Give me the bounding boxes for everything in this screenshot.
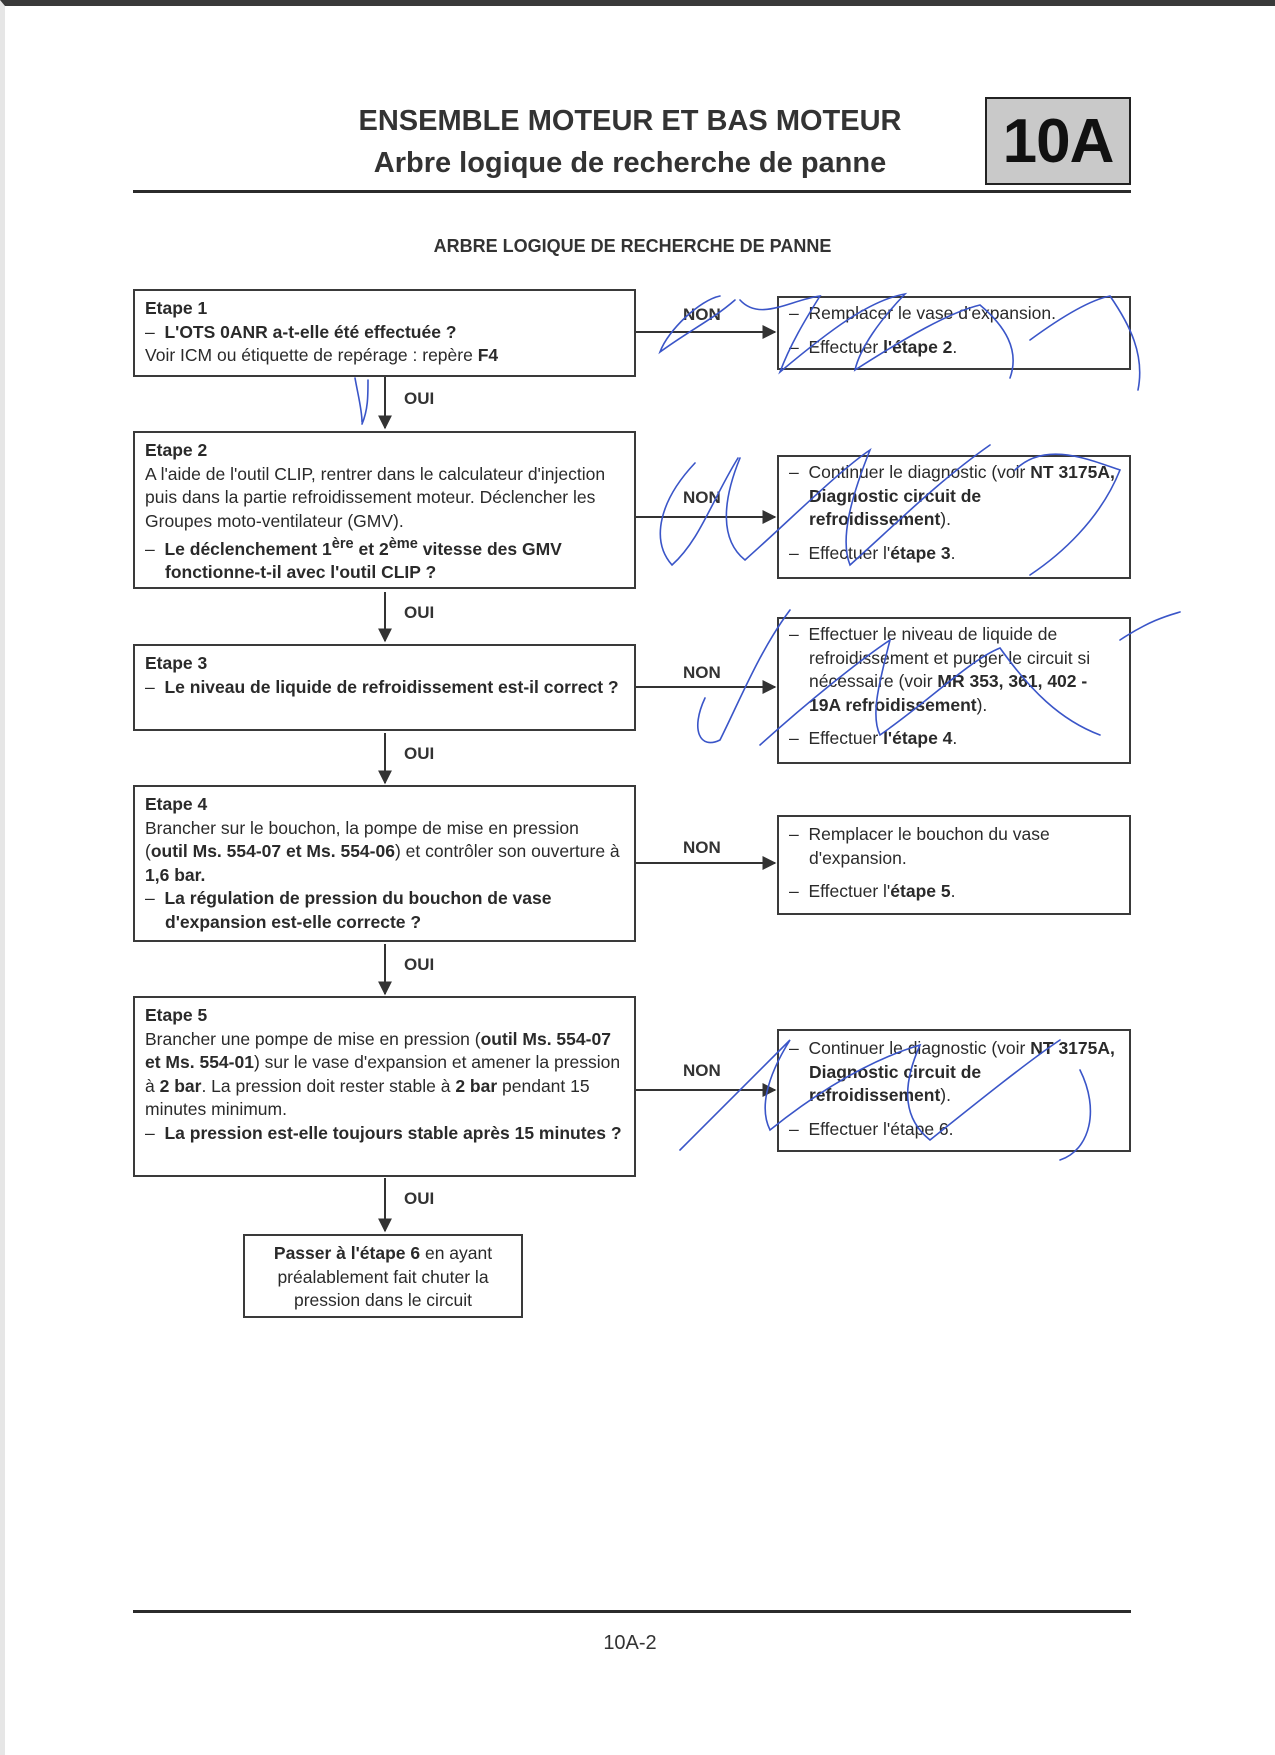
step-4-no-line2: Effectuer l'	[808, 881, 891, 901]
step-5-no-line2: Effectuer l'étape 6.	[808, 1118, 954, 1139]
punct: ).	[976, 694, 988, 715]
step-2-no-step-ref: étape 3	[890, 542, 951, 563]
t-bold: 2 bar	[455, 1075, 498, 1096]
punct: .	[952, 336, 958, 357]
step-3-box: Etape 3 – Le niveau de liquide de refroidissement est-il correct ?	[133, 644, 636, 731]
yes-label-5: OUI	[404, 1189, 435, 1208]
step-1-no-line1: Remplacer le vase d'expansion.	[808, 303, 1056, 323]
section-title: ARBRE LOGIQUE DE RECHERCHE DE PANNE	[433, 236, 832, 256]
step-4-box: Etape 4 Brancher sur le bouchon, la pompe de mise en pression (outil Ms. 554-07 et Ms. 554-06) et contrôler son ouverture à 1,6 bar. – La régulation de pression du bouchon de vase d'expansion est-elle correcte ?	[133, 785, 636, 942]
step-1-no-step-ref: l'étape 2	[883, 336, 953, 357]
dash-mark: –	[145, 321, 155, 342]
step-3-title: Etape 3	[145, 653, 208, 673]
t-part: pendant 15 minutes minimum.	[145, 1075, 590, 1119]
step-2-question	[164, 536, 562, 583]
no-label-1: NON	[683, 305, 721, 324]
step-5-title: Etape 5	[145, 1005, 208, 1025]
step-4-title: Etape 4	[145, 794, 208, 814]
step-1-title: Etape 1	[145, 298, 208, 318]
final-step-box	[243, 1234, 523, 1318]
step-5-no-line1: Continuer le diagnostic (voir	[808, 1038, 1031, 1058]
no-label-3: NON	[683, 663, 721, 682]
yes-label-2: OUI	[404, 603, 435, 622]
q-sup: ère	[331, 536, 354, 552]
step-5-text	[145, 1028, 624, 1122]
step-2-text: A l'aide de l'outil CLIP, rentrer dans le calculateur d'injection puis dans la partie refroidissement moteur. Déclencher les Groupes moto-ventilateur (GMV).	[145, 463, 606, 531]
page-number: 10A-2	[603, 1632, 657, 1654]
step-2-no-box: – Continuer le diagnostic (voir NT 3175A, Diagnostic circuit de refroidissement). – Effectuer l'étape 3.	[777, 455, 1131, 579]
yes-label-1: OUI	[404, 389, 435, 408]
q-sup: ème	[388, 536, 418, 552]
header-title-line2: Arbre logique de recherche de panne	[373, 147, 887, 179]
no-label-5: NON	[683, 1061, 721, 1080]
step-3-no-step-ref: l'étape 4	[883, 728, 953, 748]
t-bold: 2 bar	[159, 1075, 202, 1096]
t-part: Brancher sur le bouchon, la pompe de mise en pression (	[145, 817, 579, 861]
t-part: ) sur le vase d'expansion et amener la pression à	[145, 1052, 621, 1096]
q-part: Le déclenchement 1	[164, 538, 332, 559]
t-bold: outil Ms. 554-07 et Ms. 554-06	[150, 841, 395, 861]
step-1-box	[133, 289, 636, 377]
header-title-line1: ENSEMBLE MOTEUR ET BAS MOTEUR	[358, 105, 902, 137]
step-5-no-ref: NT 3175A, Diagnostic circuit de refroidissement	[809, 1038, 1115, 1105]
step-4-text	[145, 817, 624, 888]
step-2-box: Etape 2 A l'aide de l'outil CLIP, rentrer dans le calculateur d'injection puis dans la partie refroidissement moteur. Déclencher les Groupes moto-ventilateur (GMV). – Le déclenchement 1ère et 2ème vitesse des GMV fonctionne-t-il avec l'outil CLIP ?	[133, 431, 636, 589]
punct: .	[950, 881, 956, 901]
step-2-title: Etape 2	[145, 440, 208, 460]
step-2-no-line1: Continuer le diagnostic (voir	[808, 462, 1031, 482]
footer-rule	[133, 1610, 1131, 1613]
step-2-no-line2: Effectuer l'	[808, 542, 891, 563]
q-part: vitesse des GMV fonctionne-t-il avec l'outil CLIP ?	[165, 538, 562, 583]
step-1-note: Voir ICM ou étiquette de repérage : repère	[145, 345, 478, 365]
step-5-no-box: – Continuer le diagnostic (voir NT 3175A, Diagnostic circuit de refroidissement). – Effectuer l'étape 6.	[777, 1029, 1131, 1152]
punct: .	[952, 728, 958, 748]
step-1-no-box: – Remplacer le vase d'expansion. – Effectuer l'étape 2.	[777, 296, 1131, 370]
step-5-box: Etape 5 Brancher une pompe de mise en pression (outil Ms. 554-07 et Ms. 554-01) sur le vase d'expansion et amener la pression à 2 bar. La pression doit rester stable à 2 bar pendant 15 minutes minimum. – La pression est-elle toujours stable après 15 minutes ?	[133, 996, 636, 1177]
step-3-question: Le niveau de liquide de refroidissement est-il correct ?	[164, 676, 619, 697]
no-label-4: NON	[683, 838, 721, 857]
step-4-no-line1: Remplacer le bouchon du vase d'expansion.	[808, 824, 1050, 868]
step-1-question: L'OTS 0ANR a-t-elle été effectuée ?	[164, 321, 457, 342]
step-4-no-box: – Remplacer le bouchon du vase d'expansion. – Effectuer l'étape 5.	[777, 815, 1131, 915]
yes-label-3: OUI	[404, 744, 435, 763]
step-3-no-line1: Effectuer le niveau de liquide de refroidissement et purger le circuit si nécessaire (voir	[808, 624, 1091, 691]
q-part: et 2	[353, 538, 389, 559]
t-part: ) et contrôler son ouverture à	[394, 841, 620, 861]
step-2-no-ref: NT 3175A, Diagnostic circuit de refroidissement	[809, 462, 1115, 529]
punct: .	[950, 542, 956, 563]
step-3-no-box: – Effectuer le niveau de liquide de refroidissement et purger le circuit si nécessaire (voir MR 353, 361, 402 - 19A refroidissement). – Effectuer l'étape 4.	[777, 617, 1131, 764]
t-bold: outil Ms. 554-07 et Ms. 554-01	[145, 1028, 611, 1072]
section-code-badge: 10A	[985, 97, 1131, 185]
final-step-text: en ayant préalablement fait chuter la pression dans le circuit	[277, 1243, 493, 1310]
final-step-ref: Passer à l'étape 6	[273, 1243, 421, 1263]
punct: ).	[940, 509, 951, 529]
step-3-no-ref: MR 353, 361, 402 - 19A refroidissement	[809, 671, 1088, 715]
t-part: . La pression doit rester stable à	[201, 1075, 456, 1096]
step-4-no-step-ref: étape 5	[890, 881, 951, 901]
no-label-2: NON	[683, 488, 721, 507]
step-3-no-line2: Effectuer	[808, 728, 884, 748]
step-5-question: La pression est-elle toujours stable après 15 minutes ?	[164, 1122, 622, 1143]
t-bold: 1,6 bar.	[145, 864, 206, 885]
yes-label-4: OUI	[404, 955, 435, 974]
step-4-question: La régulation de pression du bouchon de vase d'expansion est-elle correcte ?	[164, 888, 552, 932]
t-part: Brancher une pompe de mise en pression (	[145, 1028, 481, 1049]
step-1-note-ref: F4	[477, 345, 499, 365]
punct: ).	[940, 1085, 951, 1105]
step-1-no-line2: Effectuer	[808, 336, 884, 357]
